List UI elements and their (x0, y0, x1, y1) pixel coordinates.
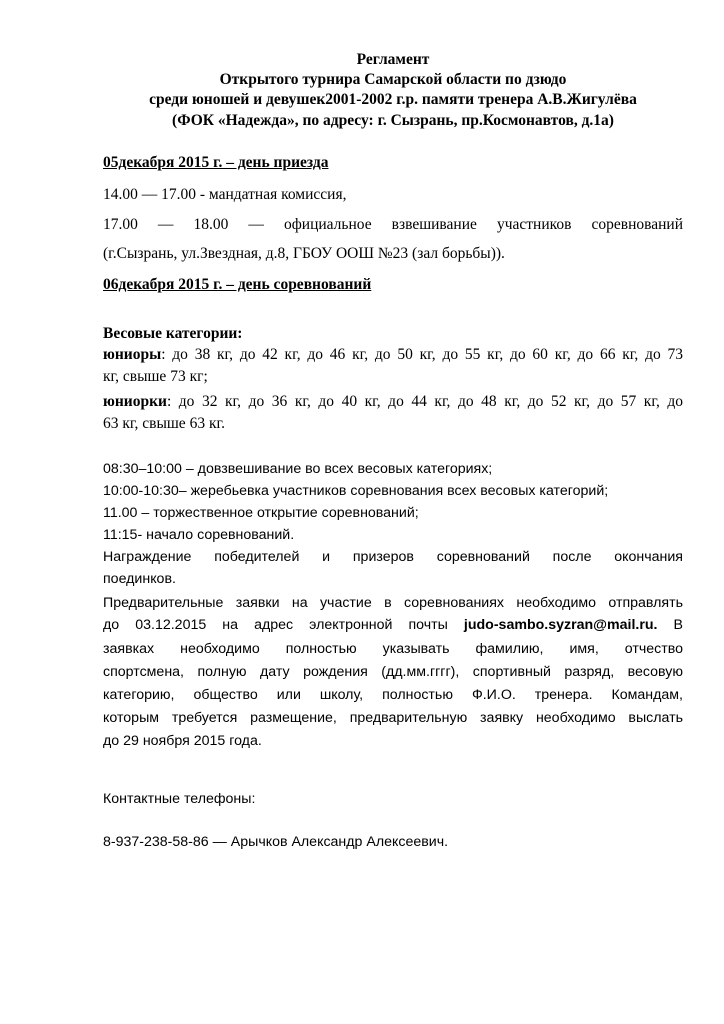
contacts-heading: Контактные телефоны: (103, 791, 256, 807)
day1-heading-text: 05декабря 2015 г. – день приезда (103, 154, 329, 171)
applications-line-5: категорию, общество или школу, полностью Ф.И.О. тренера. Командам, (103, 687, 683, 703)
applications-line-4: спортсмена, полную дату рождения (дд.мм.гггг), спортивный разряд, весовую (103, 664, 683, 680)
applications-line-3: заявках необходимо полностью указывать фамилию, имя, отчество (103, 641, 683, 657)
schedule-item-2: 10:00-10:30– жеребьевка участников соревнования всех весовых категорий; (103, 483, 609, 499)
document-title: Регламент (356, 51, 430, 68)
awards-line-1: Награждение победителей и призеров соревнований после окончания (103, 549, 683, 565)
day1-item-1: 14.00 — 17.00 - мандатная комиссия, (103, 186, 347, 203)
day1-heading (103, 153, 683, 172)
header-line-3: среди юношей и девушек2001-2002 г.р. памяти тренера А.В.Жигулёва (149, 91, 637, 108)
contact-phone-line: 8-937-238-58-86 — Арычков Александр Алексеевич. (103, 834, 449, 850)
weights-heading (103, 324, 683, 343)
schedule-item-4: 11:15- начало соревнований. (103, 527, 295, 543)
weights-heading-text: Весовые категории: (103, 325, 243, 342)
juniorki-label: юниорки (103, 393, 167, 410)
schedule-item-1: 08:30–10:00 – довзвешивание во всех весовых категориях; (103, 461, 493, 477)
juniorki-weights-1: : до 32 кг, до 36 кг, до 40 кг, до 44 кг, до 48 кг, до 52 кг, до 57 кг, до (166, 393, 683, 410)
juniorki-line-1 (103, 392, 683, 411)
schedule-item-3: 11.00 – торжественное открытие соревнований; (103, 505, 419, 521)
applications-line-7: до 29 ноября 2015 года. (103, 733, 262, 749)
juniors-line-2: кг, свыше 73 кг; (103, 368, 208, 385)
day2-heading-text: 06декабря 2015 г. – день соревнований (103, 276, 372, 293)
juniors-label: юниоры (103, 346, 162, 363)
awards-line-2: поединков. (103, 571, 176, 587)
header-line-4: (ФОК «Надежда», по адресу: г. Сызрань, пр.Космонавтов, д.1а) (172, 112, 614, 129)
day2-heading (103, 275, 683, 294)
applications-line-6: которым требуется размещение, предварительную заявку необходимо выслать (103, 710, 683, 726)
day1-item-2-line-1: 17.00 — 18.00 — официальное взвешивание участников соревнований (103, 216, 683, 233)
header-line-2: Открытого турнира Самарской области по дзюдо (219, 71, 567, 88)
juniors-line-1 (103, 345, 683, 364)
juniors-weights-1: : до 38 кг, до 42 кг, до 46 кг, до 50 кг, до 55 кг, до 60 кг, до 66 кг, до 73 (161, 346, 683, 363)
applications-line-2 (103, 616, 683, 635)
contact-email: judo-sambo.syzran@mail.ru. (463, 617, 658, 633)
day1-item-2-line-2: (г.Сызрань, ул.Звездная, д.8, ГБОУ ООШ №23 (зал борьбы)). (103, 245, 505, 262)
applications-line-1: Предварительные заявки на участие в соревнованиях необходимо отправлять (103, 595, 683, 611)
juniorki-line-2: 63 кг, свыше 63 кг. (103, 415, 225, 432)
applications-line-2-tail: В (657, 617, 684, 633)
applications-line-2-text: до 03.12.2015 на адрес электронной почты (103, 617, 464, 633)
